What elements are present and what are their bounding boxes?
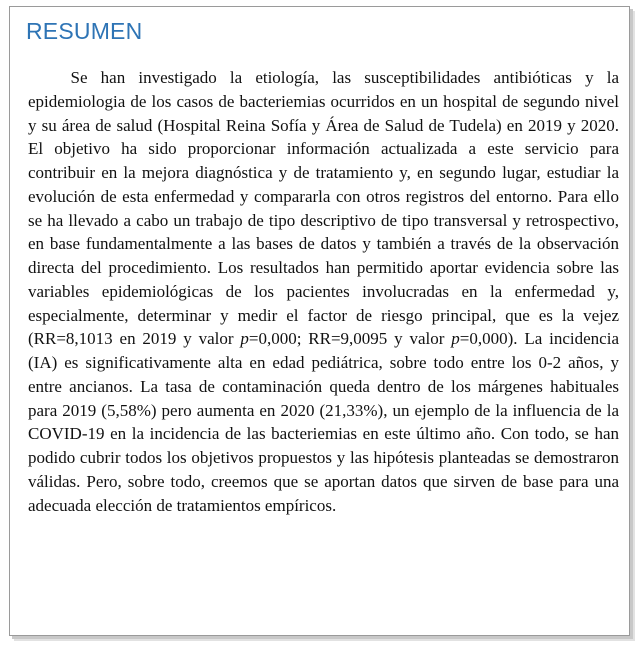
abstract-text-part-2: =0,000; RR=9,0095 y valor — [248, 329, 452, 349]
abstract-text-part-1: Se han investigado la etiología, las susceptibilidades antibióticas y la epidemiologia de los casos de bacteriemias ocurridos en un hospital de segundo nivel y su área de salud (Hospital Reina Sofía y Área de Salud de Tudela) en 2019 y 2020. El objetivo ha sido proporcionar información actualizada a este servicio para contribuir en la mejora diagnóstica y de tratamiento y, en segundo lugar, estudiar la evolución de esta enfermedad y compararla con otros registros del entorno. Para ello se ha llevado a cabo un trabajo de tipo descriptivo de tipo transversal y retrospectivo, en base fundamentalmente a las bases de datos y también a través de la observación directa del procedimiento. Los resultados han permitido aportar evidencia sobre las variables epidemiológicas de los pacientes involucradas en la enfermedad y, especialmente, determinar y medir el factor de riesgo principal, que es la vejez (RR=8,1013 en 2019 y valor — [28, 68, 619, 349]
abstract-box — [9, 6, 630, 636]
p-value-symbol-1: p — [240, 329, 249, 349]
abstract-body — [28, 66, 619, 517]
abstract-heading: RESUMEN — [26, 18, 143, 44]
p-value-symbol-2: p — [451, 329, 460, 349]
abstract-text-part-3: =0,000). La incidencia (IA) es significativamente alta en edad pediátrica, sobre todo entre los 0-2 años, y entre ancianos. La tasa de contaminación queda dentro de los márgenes habituales para 2019 (5,58%) pero aumenta en 2020 (21,33%), un ejemplo de la influencia de la COVID-19 en la incidencia de las bacteriemias en este último año. Con todo, se han podido cubrir todos los objetivos propuestos y las hipótesis planteadas se demostraron válidas. Pero, sobre todo, creemos que se aportan datos que sirven de base para una adecuada elección de tratamientos empíricos. — [28, 329, 620, 515]
